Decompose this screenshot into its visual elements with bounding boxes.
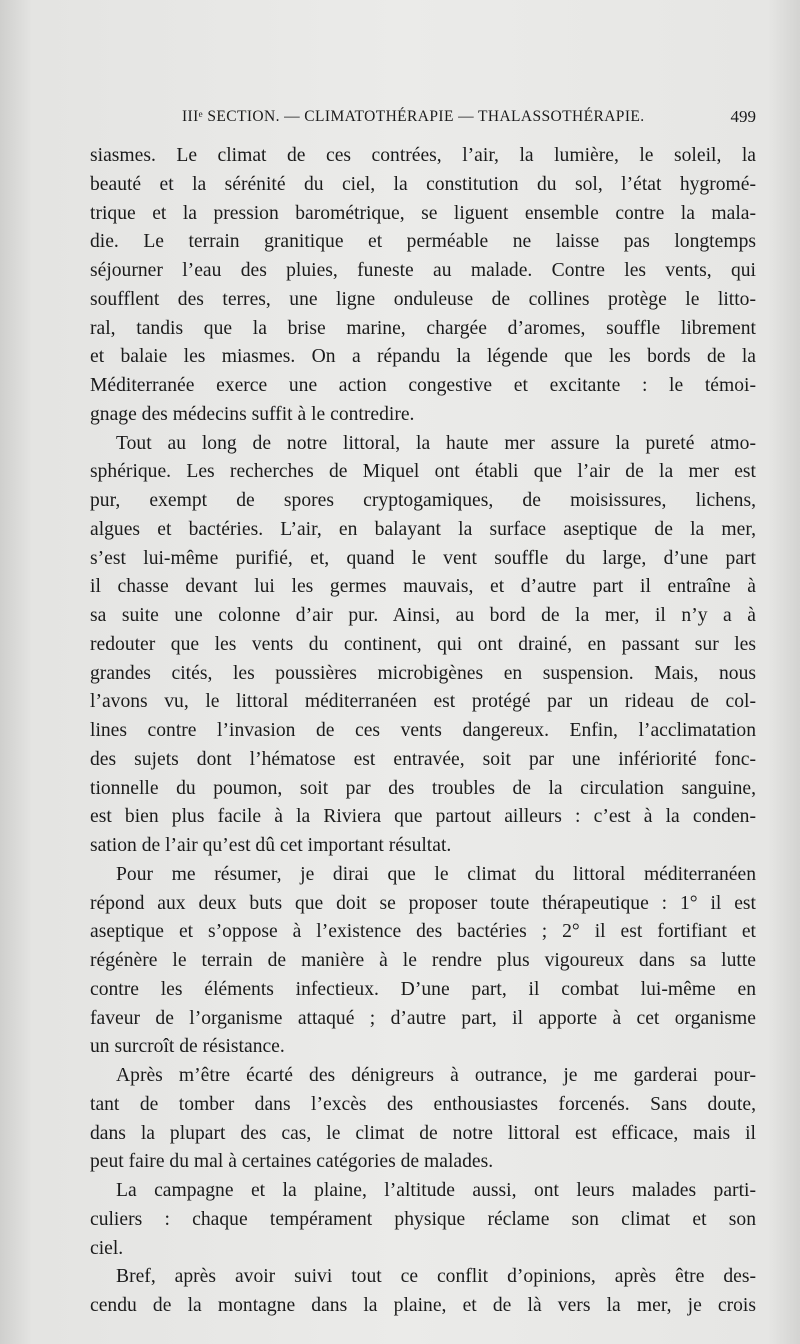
text-line: Bref, après avoir suivi tout ce conflit d’opinions, après être des-	[116, 1266, 756, 1288]
text-line: tionnelle du poumon, soit par des troubles de la circulation sanguine,	[90, 777, 756, 799]
text-line: grandes cités, les poussières microbigènes en suspension. Mais, nous	[90, 662, 756, 684]
page-number: 499	[730, 107, 756, 126]
text-line: sation de l’air qu’est dû cet important résultat.	[90, 835, 452, 856]
text-line: trique et la pression barométrique, se liguent ensemble contre la mala-	[90, 202, 756, 224]
text-line: die. Le terrain granitique et perméable ne laisse pas longtemps	[90, 231, 756, 253]
text-line: répond aux deux buts que doit se proposer toute thérapeutique : 1° il est	[90, 892, 756, 914]
text-line: s’est lui-même purifié, et, quand le vent souffle du large, d’une part	[90, 547, 756, 569]
text-line: séjourner l’eau des pluies, funeste au malade. Contre les vents, qui	[90, 260, 756, 281]
text-line: contre les éléments infectieux. D’une part, il combat lui-même en	[90, 978, 756, 1000]
text-line: est bien plus facile à la Riviera que partout ailleurs : c’est à la conden-	[90, 806, 756, 828]
text-line: redouter que les vents du continent, qui ont drainé, en passant sur les	[90, 633, 756, 655]
text-line: aseptique et s’oppose à l’existence des bactéries ; 2° il est fortifiant et	[90, 921, 756, 943]
text-line: peut faire du mal à certaines catégories de malades.	[90, 1151, 494, 1173]
paragraph	[90, 1177, 756, 1263]
text-line: Tout au long de notre littoral, la haute mer assure la pureté atmo-	[116, 432, 756, 454]
text-line: régénère le terrain de manière à le rendre plus vigoureux dans sa lutte	[90, 950, 756, 971]
body-text	[90, 142, 756, 1321]
paragraph	[90, 861, 756, 1062]
text-line: gnage des médecins suffit à le contredire.	[90, 403, 415, 425]
text-line: culiers : chaque tempérament physique réclame son climat et son	[90, 1208, 756, 1230]
text-line: La campagne et la plaine, l’altitude aussi, ont leurs malades parti-	[116, 1180, 756, 1201]
paragraph	[90, 430, 756, 861]
text-line: et balaie les miasmes. On a répandu la légende que les bords de la	[90, 346, 756, 368]
paragraph	[90, 142, 756, 430]
running-title: IIIᵉ SECTION. — CLIMATOTHÉRAPIE — THALASSOTHÉRAPIE.	[182, 108, 645, 125]
text-line: Après m’être écarté des dénigreurs à outrance, je me garderai pour-	[116, 1065, 756, 1086]
paragraph	[90, 1263, 756, 1321]
text-line: l’avons vu, le littoral méditerranéen est protégé par un rideau de col-	[90, 691, 756, 713]
text-line: pur, exempt de spores cryptogamiques, de moisissures, lichens,	[90, 490, 756, 511]
text-line: sphérique. Les recherches de Miquel ont établi que l’air de la mer est	[90, 461, 756, 483]
text-line: tant de tomber dans l’excès des enthousiastes forcenés. Sans doute,	[90, 1093, 756, 1115]
text-line: lines contre l’invasion de ces vents dangereux. Enfin, l’acclimatation	[90, 720, 756, 741]
text-line: Pour me résumer, je dirai que le climat du littoral méditerranéen	[116, 863, 756, 885]
text-line: sa suite une colonne d’air pur. Ainsi, au bord de la mer, il n’y a à	[90, 605, 756, 626]
paragraph	[90, 1062, 756, 1177]
text-line: beauté et la sérénité du ciel, la constitution du sol, l’état hygromé-	[90, 173, 756, 195]
text-line: ral, tandis que la brise marine, chargée d’aromes, souffle librement	[90, 317, 756, 339]
text-line: des sujets dont l’hématose est entravée, soit par une infériorité fonc-	[90, 748, 756, 770]
text-line: Méditerranée exerce une action congestive et excitante : le témoi-	[90, 375, 756, 396]
text-line: faveur de l’organisme attaqué ; d’autre part, il apporte à cet organisme	[90, 1007, 756, 1029]
text-line: ciel.	[90, 1237, 124, 1259]
text-line: un surcroît de résistance.	[90, 1036, 285, 1058]
text-line: soufflent des terres, une ligne onduleuse de collines protège le litto-	[90, 288, 756, 310]
running-head	[90, 104, 756, 130]
text-line: dans la plupart des cas, le climat de notre littoral est efficace, mais il	[90, 1122, 756, 1144]
text-line: algues et bactéries. L’air, en balayant la surface aseptique de la mer,	[90, 518, 756, 540]
text-line: il chasse devant lui les germes mauvais, et d’autre part il entraîne à	[90, 576, 756, 598]
text-line: cendu de la montagne dans la plaine, et de là vers la mer, je crois	[90, 1295, 756, 1316]
text-line: siasmes. Le climat de ces contrées, l’air, la lumière, le soleil, la	[90, 145, 756, 166]
